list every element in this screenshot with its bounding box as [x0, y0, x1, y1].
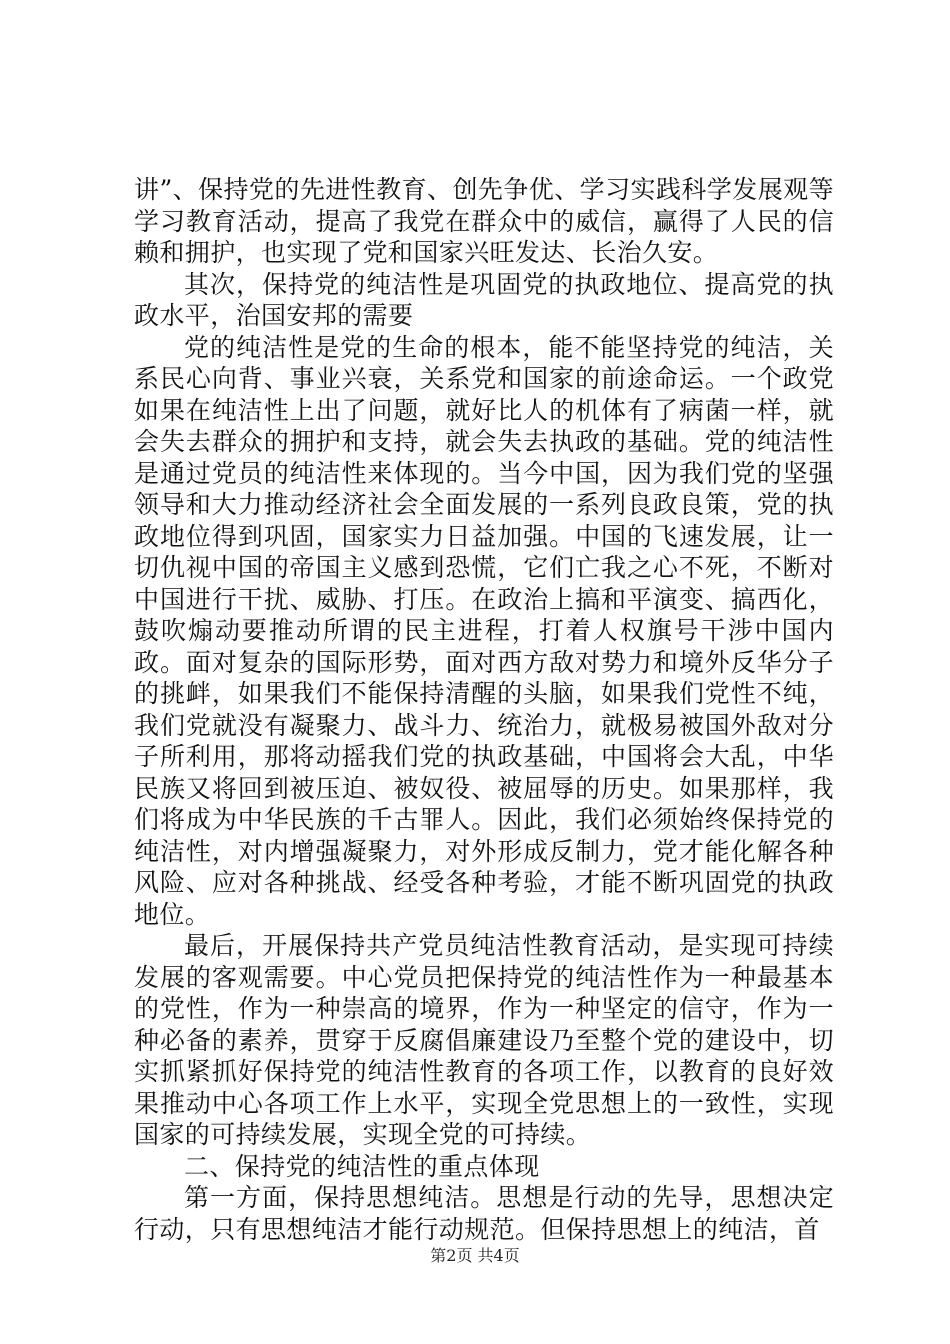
- paragraph-4: 最后，开展保持共产党员纯洁性教育活动，是实现可持续发展的客观需要。中心党员把保持党的纯洁性作为一种最基本的党性，作为一种崇高的境界，作为一种坚定的信守，作为一种必备的素养，贯穿于反腐倡廉建设乃至整个党的建设中，切实抓紧抓好保持党的纯洁性教育的各项工作，以教育的良好效果推动中心各项工作上水平，实现全党思想上的一致性，实现国家的可持续发展，实现全党的可持续。: [134, 931, 834, 1149]
- paragraph-2: 其次，保持党的纯洁性是巩固党的执政地位、提高党的执政水平，治国安邦的需要: [134, 269, 834, 330]
- document-body: [134, 174, 834, 1245]
- paragraph-1: 讲”、保持党的先进性教育、创先争优、学习实践科学发展观等学习教育活动，提高了我党在群众中的威信，赢得了人民的信赖和拥护，也实现了党和国家兴旺发达、长治久安。: [134, 175, 834, 267]
- paragraph-5: 第一方面，保持思想纯洁。思想是行动的先导，思想决定行动，只有思想纯洁才能行动规范。但保持思想上的纯洁，首: [134, 1183, 834, 1244]
- section-heading: 二、保持党的纯洁性的重点体现: [184, 1151, 540, 1181]
- paragraph-3: 党的纯洁性是党的生命的根本，能不能坚持党的纯洁，关系民心向背、事业兴衰，关系党和国家的前途命运。一个政党如果在纯洁性上出了问题，就好比人的机体有了病菌一样，就会失去群众的拥护和支持，就会失去执政的基础。党的纯洁性是通过党员的纯洁性来体现的。当今中国，因为我们党的坚强领导和大力推动经济社会全面发展的一系列良政良策，党的执政地位得到巩固，国家实力日益加强。中国的飞速发展，让一切仇视中国的帝国主义感到恐慌，它们亡我之心不死，不断对中国进行干扰、威胁、打压。在政治上搞和平演变、搞西化，鼓吹煽动要推动所谓的民主进程，打着人权旗号干涉中国内政。面对复杂的国际形势，面对西方敌对势力和境外反华分子的挑衅，如果我们不能保持清醒的头脑，如果我们党性不纯，我们党就没有凝聚力、战斗力、统治力，就极易被国外敌对分子所利用，那将动摇我们党的执政基础，中国将会大乱，中华民族又将回到被压迫、被奴役、被屈辱的历史。如果那样，我们将成为中华民族的千古罪人。因此，我们必须始终保持党的纯洁性，对内增强凝聚力，对外形成反制力，党才能化解各种风险、应对各种挑战、经受各种考验，才能不断巩固党的执政地位。: [134, 332, 834, 929]
- page-number-footer: 第2页 共4页: [430, 1246, 520, 1265]
